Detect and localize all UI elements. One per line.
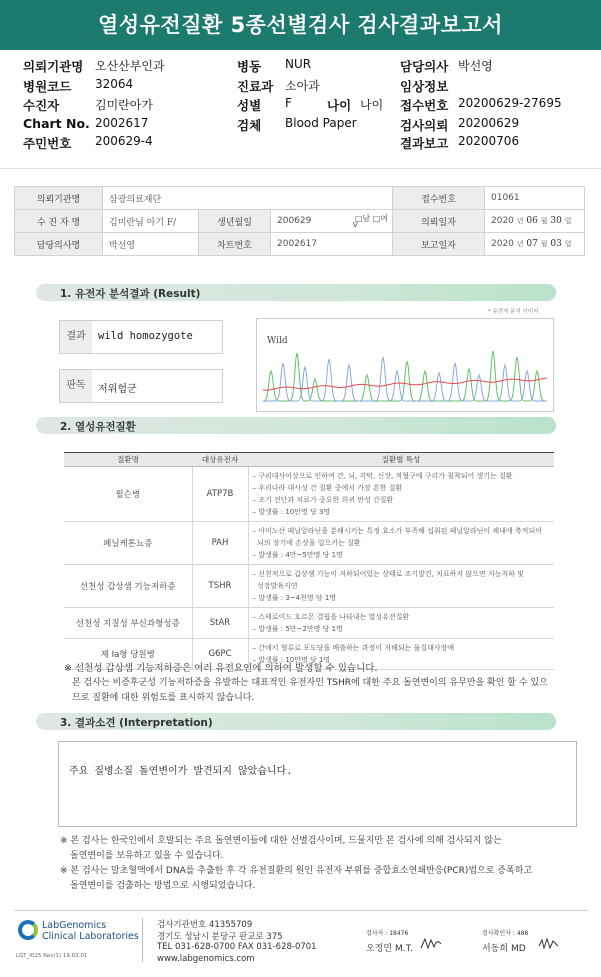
col-disease: 질환명 [64, 453, 192, 467]
resident-no-label: 주민번호 [23, 136, 72, 151]
hospital-code-value: 32064 [95, 77, 134, 91]
req-month: 06 [526, 216, 538, 226]
approver-signature [538, 936, 560, 952]
info-org-value: 삼광의료재단 [103, 187, 393, 210]
info-dob-value: 200629 [277, 216, 312, 226]
green-peaks-line [263, 351, 547, 401]
chromatogram-svg [257, 319, 553, 411]
section-interp-title: 3. 결과소견 (Interpretation) [60, 717, 213, 729]
info-sex-options: □남 □여 [354, 214, 388, 223]
rep-unit-day: 일 [564, 240, 572, 248]
info-chart-value: 2002617 [271, 233, 393, 256]
brand-sub: Clinical Laboratories [42, 931, 139, 942]
rep-unit-year: 년 [516, 240, 524, 248]
lab-phone: TEL 031-628-0700 FAX 031-628-0701 [157, 942, 317, 952]
note-tshr-3: 므로 질환에 대한 위험도를 표시하지 않습니다. [72, 693, 255, 703]
note-1: ※ 본 검사는 한국인에서 호발되는 주요 돌연변이들에 대한 선별검사이며, 드물지만 본 검사에 의해 검사되지 않는 [60, 836, 502, 846]
feature-line: – 스테로이드 호르몬 결핍을 나타내는 열성유전질환 [252, 613, 410, 621]
info-org-label: 의뢰기관명 [15, 187, 103, 210]
info-dob-label: 생년월일 [199, 210, 271, 233]
req-day: 30 [550, 216, 562, 226]
disease-gene: ATP7B [192, 467, 248, 522]
feature-line: – 간에서 혈류로 포도당을 배출하는 과정이 저해되는 물질대사장애 [252, 644, 455, 652]
sex-value: F [285, 96, 292, 110]
labgenomics-logo-icon [18, 920, 38, 940]
note-4: 돌연변이를 검출하는 방법으로 시행되었습니다. [70, 881, 256, 891]
footer-vline [142, 918, 143, 962]
department-label: 진료과 [237, 79, 274, 94]
report-date-value: 20200706 [458, 134, 520, 148]
patient-label: 수진자 [23, 98, 60, 113]
disease-features [248, 565, 554, 608]
age-value: 나이 [360, 98, 384, 112]
note-tshr-1: ※ 선천성 갑상샘 기능저하증은 여러 유전요인에 의하여 발생할 수 있습니다. [64, 663, 378, 674]
specimen-value: Blood Paper [285, 116, 357, 130]
feature-line: – 우리나라 대사성 간 질환 중에서 가장 흔한 질환 [252, 484, 403, 492]
section-result-title: 1. 유전자 분석결과 (Result) [60, 288, 201, 300]
feature-line: – 발생률 : 10만명 당 3명 [252, 508, 331, 516]
disease-name: 페닐케톤뇨증 [64, 522, 192, 565]
disease-row [64, 608, 554, 639]
note-2: 돌연변이를 보유하고 있을 수 있습니다. [70, 851, 224, 861]
info-rep-label: 보고일자 [393, 233, 485, 256]
req-unit-year: 년 [516, 217, 524, 225]
examiner-name: 오정민 M.T. [366, 944, 413, 954]
info-rep-date [485, 233, 585, 256]
feature-line: – 선천적으로 갑상샘 기능이 저하되어있는 상태로 조기발견, 치료하지 않으면 지능저하 및 [252, 570, 524, 578]
ward-label: 병동 [237, 59, 262, 74]
feature-line: – 발생률 : 10만명 당 1명 [252, 656, 331, 664]
disease-features [248, 608, 554, 639]
hospital-code-label: 병원코드 [23, 79, 72, 94]
disease-row [64, 565, 554, 608]
info-doctor-value: 박선영 [103, 233, 199, 256]
judge-value: 저위험군 [98, 384, 137, 395]
info-chart-label: 차트번호 [199, 233, 271, 256]
feature-line: – 발생률 : 3~4천명 당 1명 [252, 594, 337, 602]
disease-name: 윌슨병 [64, 467, 192, 522]
req-unit-day: 일 [564, 217, 572, 225]
report-header-bar [0, 0, 601, 50]
disease-gene: PAH [192, 522, 248, 565]
feature-line: – 아미노산 페닐알라닌을 분해시키는 특정 효소가 부족해 섭취된 페닐알라닌이 체내에 축적되어 [252, 527, 542, 535]
request-info-table [14, 186, 585, 256]
info-sex-mark: v [352, 220, 358, 230]
interpretation-text: 주요 질병소질 돌연변이가 발견되지 않았습니다. [69, 766, 293, 777]
section-disease-bar [36, 417, 556, 434]
note-tshr-2: 본 검사는 비증후군성 기능저하증을 유발하는 대표적인 유전자인 TSHR에 대한 주요 돌연변이의 유무만을 확인 할 수 있으 [72, 678, 548, 688]
feature-line: 성장발육지연 [252, 582, 298, 590]
graph-label: Wild [267, 336, 288, 346]
department-value: 소아과 [285, 79, 320, 93]
examiner-signature [420, 936, 442, 952]
receipt-no-label: 접수번호 [400, 98, 449, 113]
ward-value: NUR [285, 57, 312, 71]
examiner-label: 검사자 : 18476 [366, 930, 409, 937]
sequence-chromatogram [256, 318, 554, 412]
result-value: wild homozygote [98, 330, 193, 342]
result-box [59, 320, 223, 354]
specimen-label: 검체 [237, 118, 262, 133]
lab-code: 검사기관번호 41355709 [157, 920, 253, 930]
report-date-label: 결과보고 [400, 136, 449, 151]
age-label: 나이 [327, 98, 352, 113]
note-3: ※ 본 검사는 말초혈액에서 DNA를 추출한 후 각 유전질환의 원인 유전자 부위를 중합효소연쇄반응(PCR)법으로 증폭하고 [60, 866, 533, 876]
judge-box [59, 369, 223, 403]
col-gene: 대상유전자 [192, 453, 248, 467]
feature-line: – 조기 진단과 치료가 중요한 희귀 만성 간질환 [252, 496, 394, 504]
disease-name: 선천성 지질성 부신과형성증 [64, 608, 192, 639]
org-value: 오산산부인과 [95, 59, 165, 73]
disease-gene: TSHR [192, 565, 248, 608]
info-name-label: 수 진 자 명 [15, 210, 103, 233]
chart-no-label: Chart No. [23, 116, 90, 131]
request-date-label: 검사의뢰 [400, 118, 449, 133]
receipt-no-value: 20200629-27695 [458, 96, 562, 110]
disease-name: 제 Ia형 당원병 [64, 639, 192, 670]
disease-features [248, 467, 554, 522]
disease-row [64, 522, 554, 565]
section-result-bar [36, 284, 556, 301]
disease-gene: StAR [192, 608, 248, 639]
info-req-date [485, 210, 585, 233]
request-date-value: 20200629 [458, 116, 520, 130]
clinical-info-label: 임상정보 [400, 79, 449, 94]
feature-line: 뇌의 장기에 손상을 일으키는 질환 [252, 539, 361, 547]
rep-unit-month: 월 [540, 240, 548, 248]
report-title: 열성유전질환 5종선별검사 검사결과보고서 [98, 13, 503, 37]
col-feature: 질환별 특성 [248, 453, 554, 467]
interpretation-box [58, 741, 577, 827]
result-label: 결과 [60, 321, 92, 353]
disease-features [248, 522, 554, 565]
info-dob-cell [271, 210, 393, 233]
chart-no-value: 2002617 [95, 116, 149, 130]
req-year: 2020 [491, 216, 514, 226]
judge-label: 판독 [60, 370, 92, 402]
feature-line: – 발생률 : 5만~2만명 당 1명 [252, 625, 343, 633]
brand-name: LabGenomics [42, 920, 107, 931]
disease-gene: G6PC [192, 639, 248, 670]
disease-row [64, 467, 554, 522]
lab-address: 경기도 성남시 분당구 판교로 375 [157, 932, 283, 942]
feature-line: – 구리대사이상으로 인하여 간, 뇌, 각막, 신장, 적혈구에 구리가 침착되어 생기는 질환 [252, 472, 513, 480]
info-recv-label: 접수번호 [393, 187, 485, 210]
doctor-value: 박선영 [458, 59, 493, 73]
feature-line: – 발생률 : 4만~5만명 당 1명 [252, 551, 343, 559]
sex-label: 성별 [237, 98, 262, 113]
form-code: LGT_I025 Rev(1) 19.02.01 [16, 953, 88, 959]
section-interp-bar [36, 713, 556, 730]
org-label: 의뢰기관명 [23, 59, 84, 74]
disease-name: 선천성 갑상샘 기능저하증 [64, 565, 192, 608]
approver-label: 검사확인자 : 488 [482, 930, 529, 937]
info-doctor-label: 담당의사명 [15, 233, 103, 256]
patient-value: 김미란아가 [95, 98, 153, 112]
info-name-value: 김미란님 아기 F/ [103, 210, 199, 233]
info-req-label: 의뢰일자 [393, 210, 485, 233]
footer-divider [14, 910, 588, 911]
resident-no-value: 200629-4 [95, 134, 153, 148]
disease-table [64, 452, 554, 670]
rep-month: 07 [526, 239, 538, 249]
info-recv-value: 01061 [485, 187, 585, 210]
graph-note: * 유전자 분석 이미지 [488, 309, 539, 315]
section-disease-title: 2. 열성유전질환 [60, 421, 136, 433]
rep-day: 03 [550, 239, 562, 249]
doctor-label: 담당의사 [400, 59, 449, 74]
rep-year: 2020 [491, 239, 514, 249]
approver-name: 서동희 MD [482, 944, 526, 954]
req-unit-month: 월 [540, 217, 548, 225]
lab-web: www.labgenomics.com [157, 954, 255, 964]
